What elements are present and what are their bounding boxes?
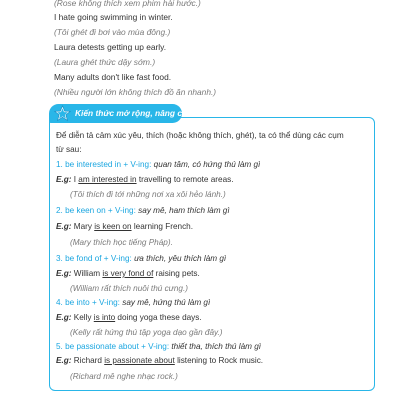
example-text: raising pets. [153, 269, 200, 278]
top-line-translation: (Nhiều người lớn không thích đồ ăn nhanh.) [54, 87, 217, 97]
example-text: doing yoga these days. [115, 313, 202, 322]
advanced-knowledge-tab [49, 104, 192, 123]
example-highlight: is passionate about [104, 356, 175, 365]
phrase-meaning: thiết tha, thích thú làm gì [169, 342, 262, 351]
example-sentence [56, 356, 263, 365]
example-sentence [56, 222, 193, 231]
example-text: travelling to remote areas. [136, 175, 234, 184]
top-line-translation: (Rose không thích xem phim hài hước.) [54, 0, 201, 8]
eg-label: E.g: [56, 356, 72, 365]
example-text: William [71, 269, 103, 278]
phrase: 1. be interested in + V-ing: [56, 160, 152, 169]
phrase: 4. be into + V-ing: [56, 298, 120, 307]
example-translation: (Kelly rất hứng thú tập yoga dạo gần đây.) [70, 328, 223, 337]
phrase-meaning: ưa thích, yêu thích làm gì [131, 254, 227, 263]
item-heading [56, 254, 226, 263]
box-title: Kiến thức mở rộng, nâng cao [75, 108, 192, 118]
item-heading [56, 342, 261, 351]
example-text: listening to Rock music. [174, 356, 264, 365]
intro-text-continued: từ sau: [56, 145, 82, 154]
item-heading [56, 298, 210, 307]
top-line-translation: (Laura ghét thức dậy sớm.) [54, 57, 156, 67]
example-highlight: is into [93, 313, 116, 322]
intro-text: Để diễn tả cảm xúc yêu, thích (hoặc không thích, ghét), ta có thể dùng các cụm [56, 131, 344, 140]
phrase-meaning: quan tâm, có hứng thú làm gì [151, 160, 261, 169]
example-sentence [56, 175, 234, 184]
top-line-example: Laura detests getting up early. [54, 42, 167, 52]
example-highlight: am interested in [78, 175, 137, 184]
phrase-meaning: say mê, hứng thú làm gì [119, 298, 211, 307]
top-line-translation: (Tôi ghét đi bơi vào mùa đông.) [54, 27, 171, 37]
example-translation: (William rất thích nuôi thú cưng.) [70, 284, 188, 293]
example-sentence [56, 269, 200, 278]
top-line-example: Many adults don't like fast food. [54, 72, 172, 82]
eg-label: E.g: [56, 313, 72, 322]
example-sentence [56, 313, 202, 322]
example-translation: (Mary thích học tiếng Pháp). [70, 238, 173, 247]
phrase-meaning: say mê, ham thích làm gì [135, 206, 230, 215]
example-text: Kelly [71, 313, 94, 322]
example-highlight: is very fond of [102, 269, 154, 278]
eg-label: E.g: [56, 175, 72, 184]
example-translation: (Tôi thích đi tới những nơi xa xôi hẻo lánh.) [70, 190, 226, 199]
example-text: Mary [71, 222, 95, 231]
item-heading [56, 206, 230, 215]
example-text: Richard [71, 356, 105, 365]
top-line-example: I hate going swimming in winter. [54, 12, 173, 22]
eg-label: E.g: [56, 222, 72, 231]
example-translation: (Richard mê nghe nhạc rock.) [70, 372, 178, 381]
star-icon [54, 105, 71, 127]
phrase: 3. be fond of + V-ing: [56, 254, 132, 263]
item-heading [56, 160, 260, 169]
example-highlight: is keen on [94, 222, 132, 231]
example-text: learning French. [131, 222, 193, 231]
example-text: I [71, 175, 79, 184]
eg-label: E.g: [56, 269, 72, 278]
phrase: 2. be keen on + V-ing: [56, 206, 136, 215]
phrase: 5. be passionate about + V-ing: [56, 342, 170, 351]
